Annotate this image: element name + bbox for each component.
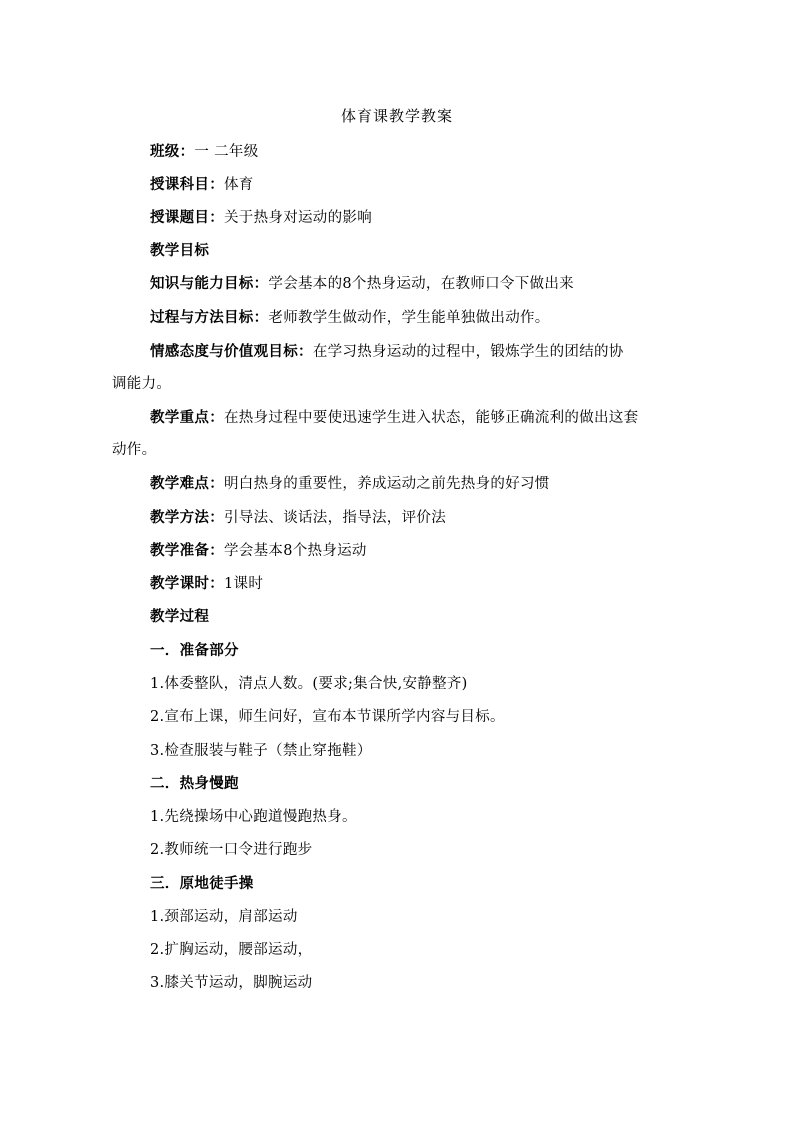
hours-line: [150, 574, 263, 594]
list-item: 2.教师统一口令进行跑步: [150, 842, 313, 858]
emotion-continuation: 调能力。: [112, 376, 172, 392]
process-method-label: 过程与方法目标：: [150, 309, 269, 326]
class-value: 一 二年级: [194, 144, 259, 160]
key-point-continuation: 动作。: [112, 442, 157, 458]
methods-value: 引导法、谈话法，指导法，评价法: [224, 510, 446, 526]
topic-line: [150, 208, 372, 228]
topic-value: 关于热身对运动的影响: [224, 210, 372, 226]
preparation-line: [150, 541, 367, 561]
knowledge-line: [150, 274, 574, 294]
knowledge-label: 知识与能力目标：: [150, 275, 269, 292]
process-method-value: 老师教学生做动作，学生能单独做出动作。: [268, 310, 550, 326]
methods-line: [150, 508, 446, 528]
list-item: 1.体委整队，清点人数。(要求;集合快,安静整齐): [150, 676, 468, 692]
key-point-line: [150, 408, 638, 428]
process-heading: 教学过程: [150, 608, 210, 625]
emotion-label: 情感态度与价值观目标：: [150, 343, 313, 360]
difficulty-line: [150, 474, 550, 494]
topic-label: 授课题目：: [150, 209, 224, 226]
list-item: 2.扩胸运动，腰部运动，: [150, 942, 313, 958]
section-heading: 三．原地徒手操: [150, 875, 254, 892]
section-heading: 一．准备部分: [150, 642, 239, 659]
subject-label: 授课科目：: [150, 176, 224, 193]
knowledge-value: 学会基本的8个热身运动，在教师口令下做出来: [268, 276, 574, 292]
difficulty-value: 明白热身的重要性，养成运动之前先热身的好习惯: [224, 476, 550, 492]
difficulty-label: 教学难点：: [150, 475, 224, 492]
process-method-line: [150, 308, 550, 328]
list-item: 3.膝关节运动，脚腕运动: [150, 975, 313, 991]
list-item: 1.颈部运动，肩部运动: [150, 909, 298, 925]
class-line: [150, 142, 259, 162]
subject-value: 体育: [224, 177, 254, 193]
emotion-line: [150, 342, 624, 362]
preparation-label: 教学准备：: [150, 542, 224, 559]
subject-line: [150, 175, 254, 195]
key-point-value: 在热身过程中要使迅速学生进入状态，能够正确流利的做出这套: [224, 410, 639, 426]
objectives-heading: 教学目标: [150, 242, 210, 259]
hours-value: 1课时: [224, 576, 264, 592]
methods-label: 教学方法：: [150, 509, 224, 526]
document-title: 体育课教学教案: [340, 107, 453, 125]
list-item: 1.先绕操场中心跑道慢跑热身。: [150, 809, 357, 825]
emotion-value: 在学习热身运动的过程中，锻炼学生的团结的协: [312, 344, 624, 360]
list-item: 2.宣布上课，师生问好，宣布本节课所学内容与目标。: [150, 709, 505, 725]
preparation-value: 学会基本8个热身运动: [224, 543, 367, 559]
hours-label: 教学课时：: [150, 575, 224, 592]
list-item: 3.检查服装与鞋子（禁止穿拖鞋）: [150, 743, 372, 759]
section-heading: 二．热身慢跑: [150, 775, 239, 792]
key-point-label: 教学重点：: [150, 409, 224, 426]
class-label: 班级：: [150, 143, 195, 160]
